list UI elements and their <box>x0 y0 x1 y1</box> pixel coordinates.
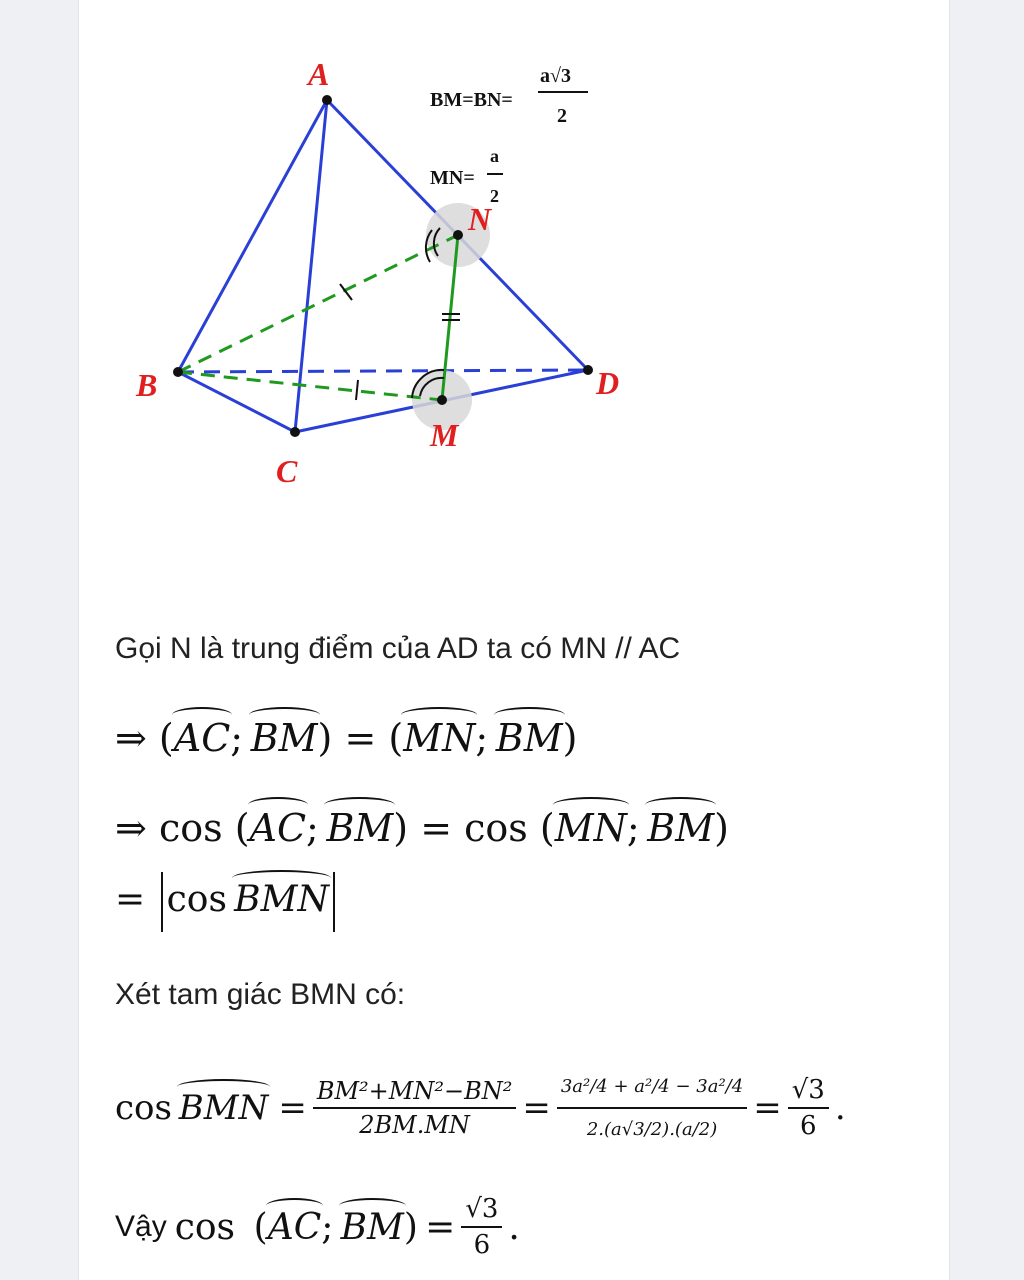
annotation-mn-den: 2 <box>490 186 499 206</box>
label-b: B <box>136 367 158 403</box>
label-n: N <box>468 201 492 237</box>
annotation-mn-num: a <box>490 146 499 166</box>
vertex-a <box>322 95 332 105</box>
math-cos-equality: ⇒ cos (AC; BM) = cos (MN; BM) <box>115 806 729 850</box>
math-abs-cos: = cos BMN <box>115 872 339 932</box>
vertex-c <box>290 427 300 437</box>
edge-bd <box>178 370 588 372</box>
math-cosine-rule: cos BMN = $\frac{\text{BM²+MN²−BN²}}{2BM.MN}$ = $\frac{\text{3a²/4 + a²/4 − 3a²/4}}{2.(a√3/2).(a/2)}$ = $\frac{√3}{6}$ . <box>115 1075 846 1141</box>
statement-triangle: Xét tam giác BMN có: <box>115 978 406 1011</box>
label-m: M <box>430 417 459 453</box>
statement-midpoint: Gọi N là trung điểm của AD ta có MN // AC <box>115 632 681 665</box>
segment-bm <box>178 372 442 400</box>
vertex-b <box>173 367 183 377</box>
tick-bm <box>356 380 358 400</box>
annotation-bm-bn: BM=BN= <box>430 89 513 111</box>
label-a: A <box>308 56 330 92</box>
edge-bc <box>178 372 295 432</box>
segment-bn <box>178 235 458 372</box>
tetrahedron-figure <box>0 0 1024 560</box>
annotation-mn: MN= <box>430 167 475 189</box>
vertex-m <box>437 395 447 405</box>
annotation-bm-den: 2 <box>557 105 567 127</box>
vertex-n <box>453 230 463 240</box>
math-angle-equality: ⇒ (AC; BM) = (MN; BM) <box>115 716 578 760</box>
vertex-d <box>583 365 593 375</box>
math-conclusion: Vậy cos ( AC ; BM ) = $\frac{√3}{6}$ . <box>115 1194 520 1260</box>
label-d: D <box>596 365 620 401</box>
annotation-bm-num: a√3 <box>540 65 571 87</box>
label-c: C <box>276 453 298 489</box>
